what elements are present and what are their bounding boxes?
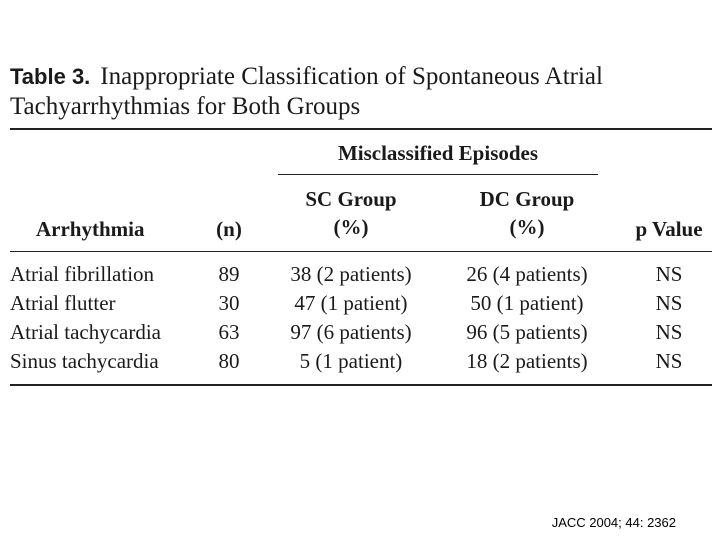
col-header-dc-group: DC Group [479,187,575,211]
cell-n: 30 [218,291,240,315]
cell-n: 80 [218,349,240,373]
table-label: Table 3. [10,64,91,89]
cell-p: NS [655,291,683,315]
cell-sc: 38 (2 patients) [290,262,412,286]
header-rule [10,251,712,252]
cell-sc: 5 (1 patient) [299,349,403,373]
col-header-n: (n) [216,217,242,241]
col-header-p-value: p Value [635,217,703,241]
top-rule [10,128,712,130]
col-header-dc-unit: (%) [509,215,545,239]
cell-arrhythmia: Atrial flutter [10,291,116,315]
cell-arrhythmia: Atrial fibrillation [10,262,155,286]
cell-dc: 50 (1 patient) [470,291,584,315]
cell-n: 89 [218,262,240,286]
cell-dc: 26 (4 patients) [466,262,588,286]
col-header-arrhythmia: Arrhythmia [36,217,145,241]
table-title [10,62,710,122]
table-caption: Inappropriate Classification of Spontaneous Atrial Tachyarrhythmias for Both Groups [10,63,603,120]
citation: JACC 2004; 44: 2362 [551,515,676,530]
cell-p: NS [655,262,683,286]
cell-n: 63 [218,320,240,344]
cell-dc: 96 (5 patients) [466,320,588,344]
cell-sc: 47 (1 patient) [294,291,408,315]
cell-dc: 18 (2 patients) [466,349,588,373]
cell-p: NS [655,349,683,373]
bottom-rule [10,384,712,386]
group-header-misclassified: Misclassified Episodes [337,141,539,165]
cell-arrhythmia: Atrial tachycardia [10,320,161,344]
cell-arrhythmia: Sinus tachycardia [10,349,159,373]
col-header-sc-unit: (%) [333,215,369,239]
group-header-rule [278,174,598,175]
cell-p: NS [655,320,683,344]
col-header-sc-group: SC Group [305,187,397,211]
cell-sc: 97 (6 patients) [290,320,412,344]
